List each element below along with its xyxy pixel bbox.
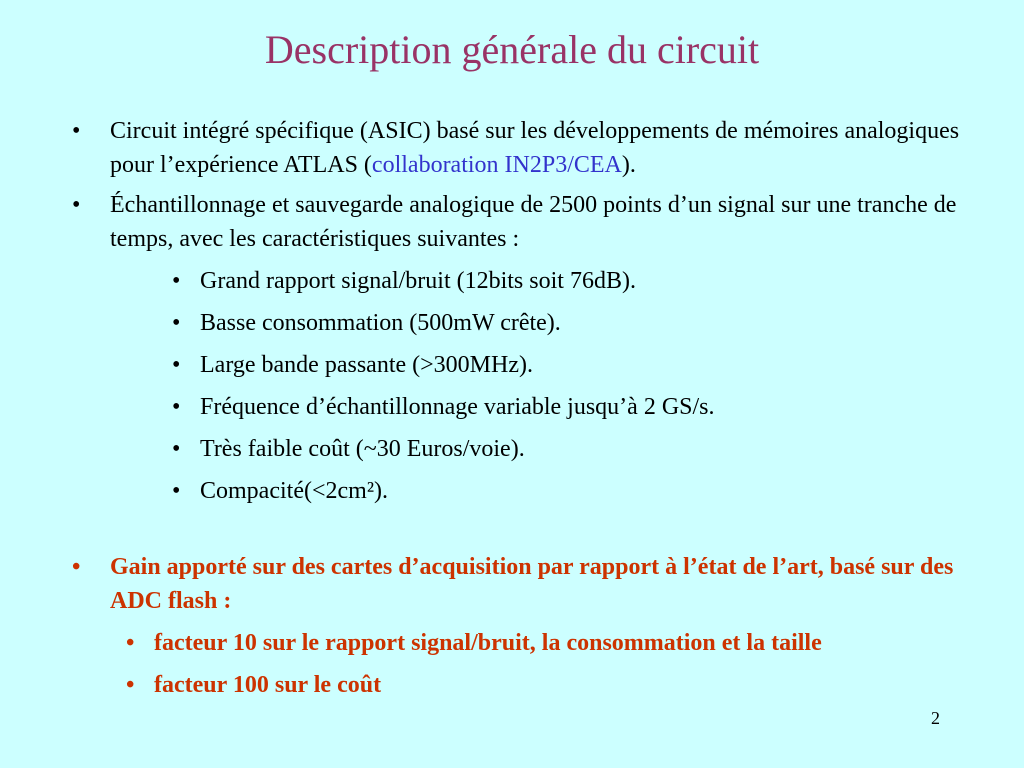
bullet-asic-text: Circuit intégré spécifique (ASIC) basé sur les développements de mémoires analogiques pour l’expérience ATLAS ( (110, 118, 960, 178)
bullet-marker: • (126, 630, 135, 656)
sub-bullet (70, 306, 960, 340)
bullet-marker: • (172, 478, 181, 504)
gain-sub-bullet-text: facteur 10 sur le rapport signal/bruit, la consommation et la taille (154, 630, 822, 656)
sub-bullet-text: Très faible coût (~30 Euros/voie). (200, 436, 525, 462)
sub-bullet (70, 390, 960, 424)
bullet-sampling (70, 188, 960, 256)
sub-bullet (70, 264, 960, 298)
bullet-sampling-text: Échantillonnage et sauvegarde analogique de 2500 points d’un signal sur une tranche de temps, avec les caractéristiques suivantes : (110, 192, 957, 252)
bullet-marker: • (172, 352, 181, 378)
bullet-marker: • (172, 436, 181, 462)
bullet-marker: • (126, 672, 135, 698)
sub-bullet-text: Fréquence d’échantillonnage variable jusqu’à 2 GS/s. (200, 394, 715, 420)
sub-bullet (70, 474, 960, 508)
bullet-marker: • (72, 192, 81, 218)
gain-sub-bullet (70, 668, 960, 702)
bullet-list (70, 114, 960, 702)
slide-title: Description générale du circuit (264, 27, 760, 72)
bullet-marker: • (172, 394, 181, 420)
bullet-gain-text: Gain apporté sur des cartes d’acquisition par rapport à l’état de l’art, basé sur des ADC flash : (110, 554, 954, 614)
sub-bullet (70, 432, 960, 466)
bullet-marker: • (172, 268, 181, 294)
bullet-marker: • (172, 310, 181, 336)
bullet-asic-end: ). (621, 152, 636, 178)
bullet-marker: • (72, 554, 81, 580)
bullet-gain (70, 550, 960, 618)
sub-bullet-text: Compacité(<2cm²). (200, 478, 389, 504)
sub-bullet (70, 348, 960, 382)
gain-sub-bullet (70, 626, 960, 660)
collaboration-link[interactable]: collaboration IN2P3/CEA (371, 152, 622, 178)
sub-bullet-text: Large bande passante (>300MHz). (200, 352, 533, 378)
sub-bullet-text: Basse consommation (500mW crête). (200, 310, 561, 336)
bullet-marker: • (72, 118, 81, 144)
sub-bullet-text: Grand rapport signal/bruit (12bits soit 76dB). (200, 268, 636, 294)
bullet-asic (70, 114, 960, 182)
gain-sub-bullet-text: facteur 100 sur le coût (154, 672, 382, 698)
page-number: 2 (931, 708, 940, 728)
